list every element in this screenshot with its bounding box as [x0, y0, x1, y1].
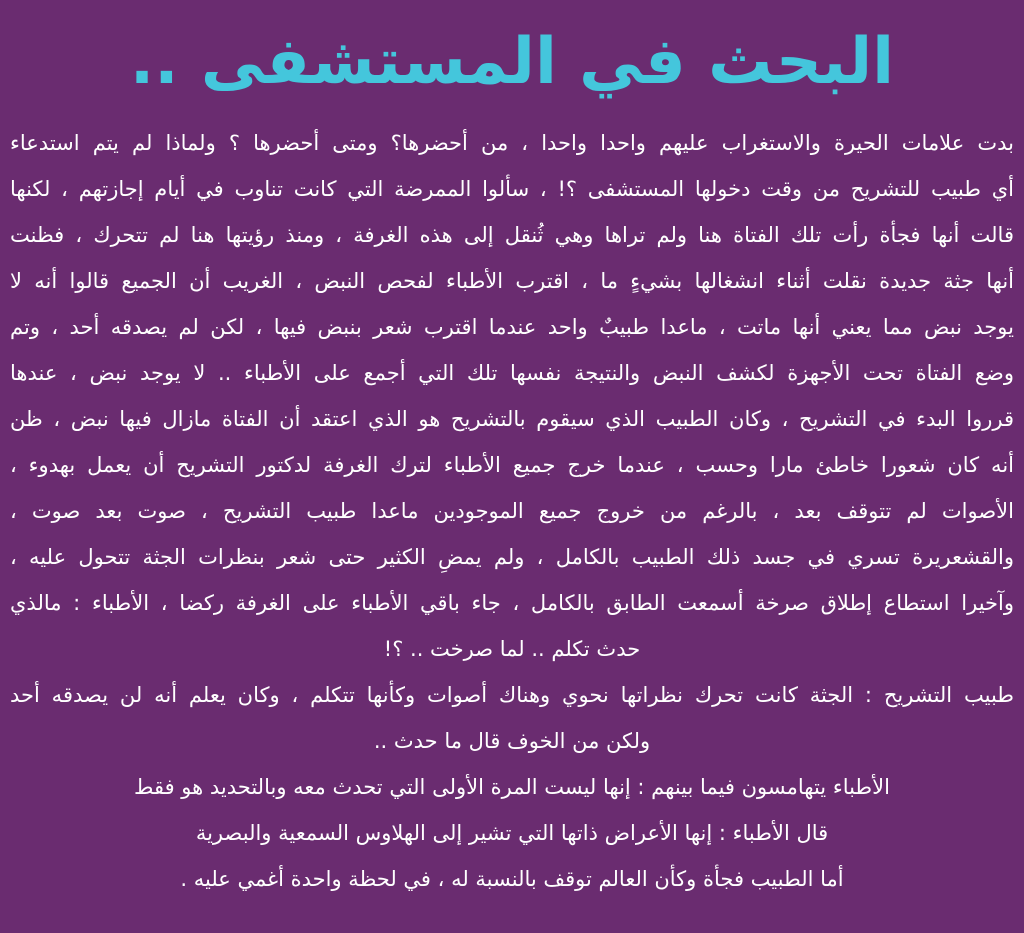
- story-line: بدت علامات الحيرة والاستغراب عليهم واحدا واحدا ، من أحضرها؟ ومتى أحضرها ؟ ولماذا لم يتم استدعاء: [10, 131, 1014, 155]
- story-line: قالت أنها فجأة رأت تلك الفتاة هنا ولم تراها وهي ثُنقل إلى هذه الغرفة ، ومنذ رؤيتها هنا لم تتحرك ، فظنت: [10, 223, 1014, 247]
- story-line: الأصوات لم تتوقف بعد ، بالرغم من خروج جميع الموجودين ماعدا طبيب التشريح ، صوت بعد صوت ،: [10, 499, 1014, 523]
- story-line: طبيب التشريح : الجثة كانت تحرك نظراتها نحوي وهناك أصوات وكأنها تتكلم ، وكان يعلم أنه لن يصدقه أحد: [10, 683, 1014, 707]
- story-line: ولكن من الخوف قال ما حدث ..: [373, 729, 651, 753]
- story-line: حدث تكلم .. لما صرخت .. ؟!: [383, 637, 641, 661]
- story-line: أنها جثة جديدة نقلت أثناء انشغالها بشيءٍ ما ، اقترب الأطباء لفحص النبض ، الغريب أن الجميع قالوا أنه لا: [10, 269, 1014, 293]
- page-title: البحث في المستشفى ..: [129, 25, 895, 99]
- story-line: وآخيرا استطاع إطلاق صرخة أسمعت الطابق بالكامل ، جاء باقي الأطباء على الغرفة ركضا ، الأطباء : مالذي: [10, 591, 1014, 615]
- story-line: والقشعريرة تسري في جسد ذلك الطبيب بالكامل ، ولم يمضِ الكثير حتى شعر بنظرات الجثة تتحول عليه ،: [10, 545, 1014, 569]
- story-line: وضع الفتاة تحت الأجهزة لكشف النبض والنتيجة نفسها تلك التي أجمع على الأطباء .. لا يوجد نبض ، عندها: [10, 361, 1014, 385]
- story-line: أي طبيب للتشريح من وقت دخولها المستشفى ؟! ، سألوا الممرضة التي كانت تناوب في أيام إجازتهم ، لكنها: [10, 177, 1014, 201]
- story-body: [10, 120, 1014, 902]
- story-line: الأطباء يتهامسون فيما بينهم : إنها ليست المرة الأولى التي تحدث معه وبالتحديد هو فقط: [134, 775, 890, 799]
- story-line: قرروا البدء في التشريح ، وكان الطبيب الذي سيقوم بالتشريح هو الذي اعتقد أن الفتاة مازال فيها نبض ، ظن: [10, 407, 1014, 431]
- story-line: أنه كان شعورا خاطئ مارا وحسب ، عندما خرج جميع الأطباء لترك الغرفة لدكتور التشريح أن يعمل بهدوء ،: [10, 453, 1014, 477]
- story-line: أما الطبيب فجأة وكأن العالم توقف بالنسبة له ، في لحظة واحدة أغمي عليه .: [180, 867, 844, 891]
- story-line: قال الأطباء : إنها الأعراض ذاتها التي تشير إلى الهلاوس السمعية والبصرية: [195, 821, 829, 845]
- story-line: يوجد نبض مما يعني أنها ماتت ، ماعدا طبيبٌ واحد عندما اقترب شعر بنبض فيها ، لكن لم يصدقه أحد ، وتم: [10, 315, 1014, 339]
